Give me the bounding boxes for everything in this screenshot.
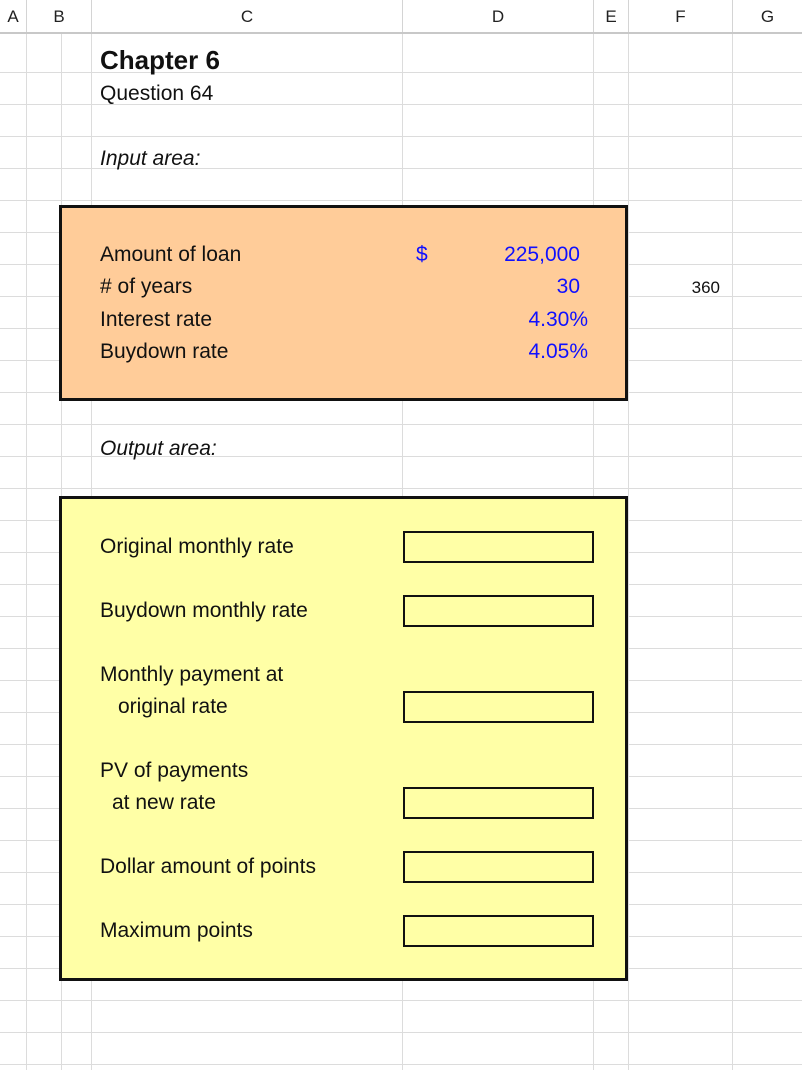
column-header-d[interactable]: D — [403, 0, 594, 32]
grid-row-line — [0, 136, 802, 137]
grid-row-line — [0, 1064, 802, 1065]
grid-row-line — [0, 200, 802, 201]
output-field-original-monthly-rate[interactable] — [403, 531, 594, 563]
input-area-box — [59, 205, 628, 401]
input-label-buydown-rate[interactable]: Buydown rate — [100, 340, 229, 363]
grid-row-line — [0, 424, 802, 425]
months-value[interactable]: 360 — [691, 278, 720, 297]
output-field-monthly-payment[interactable] — [403, 691, 594, 723]
currency-symbol: $ — [416, 243, 428, 266]
output-label-buydown-monthly-rate[interactable]: Buydown monthly rate — [100, 599, 308, 622]
output-field-dollar-amount-of-points[interactable] — [403, 851, 594, 883]
output-label-maximum-points[interactable]: Maximum points — [100, 919, 253, 942]
output-label-pv-of-payments[interactable]: PV of payments — [100, 759, 249, 782]
input-label-interest-rate[interactable]: Interest rate — [100, 308, 213, 331]
column-header-f[interactable]: F — [629, 0, 733, 32]
output-field-pv-of-payments[interactable] — [403, 787, 594, 819]
output-field-buydown-monthly-rate[interactable] — [403, 595, 594, 627]
input-value-amount-of-loan[interactable]: 225,000 — [504, 243, 580, 266]
grid-row-line — [0, 1000, 802, 1001]
input-value-interest-rate[interactable]: 4.30% — [528, 308, 588, 331]
column-header-b[interactable]: B — [27, 0, 92, 32]
column-header-e[interactable]: E — [594, 0, 629, 32]
grid-row-line — [0, 488, 802, 489]
column-header-c[interactable]: C — [92, 0, 403, 32]
input-label-years[interactable]: # of years — [100, 275, 193, 298]
column-header-g[interactable]: G — [760, 7, 775, 26]
input-label-amount-of-loan[interactable]: Amount of loan — [100, 243, 242, 266]
input-area-label: Input area: — [100, 147, 201, 170]
input-value-years[interactable]: 30 — [556, 275, 580, 298]
output-area-box — [59, 496, 628, 981]
grid-row-line — [0, 1032, 802, 1033]
column-header-divider — [0, 32, 802, 34]
output-field-maximum-points[interactable] — [403, 915, 594, 947]
output-area-label: Output area: — [100, 437, 217, 460]
input-value-buydown-rate[interactable]: 4.05% — [528, 340, 588, 363]
output-label-monthly-payment[interactable]: Monthly payment at — [100, 663, 284, 686]
question-label: Question 64 — [100, 82, 214, 105]
chapter-title: Chapter 6 — [100, 45, 220, 75]
output-label-pv-of-payments-line2: at new rate — [112, 791, 216, 814]
column-header-a[interactable]: A — [0, 0, 27, 32]
output-label-dollar-amount-of-points[interactable]: Dollar amount of points — [100, 855, 316, 878]
output-label-original-monthly-rate[interactable]: Original monthly rate — [100, 535, 294, 558]
output-label-monthly-payment-line2: original rate — [118, 695, 228, 718]
